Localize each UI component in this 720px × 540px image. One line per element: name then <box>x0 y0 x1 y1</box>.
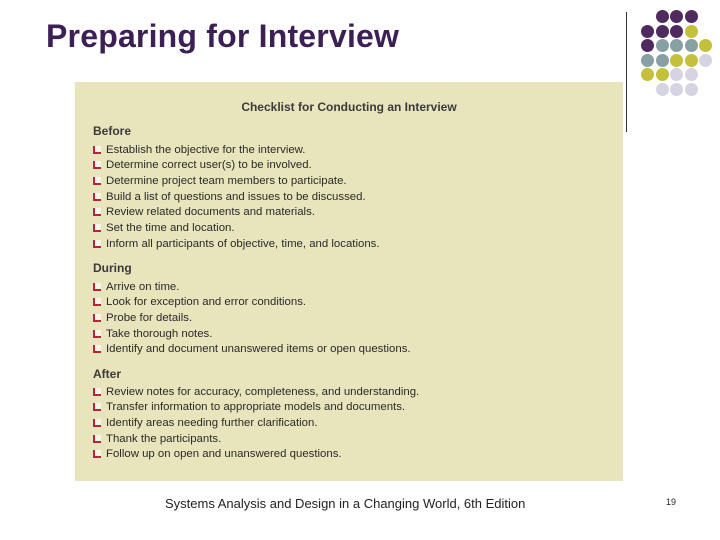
decorative-dot <box>656 54 669 67</box>
checkbox-icon <box>93 240 101 248</box>
checklist-item: Transfer information to appropriate models and documents. <box>93 400 405 415</box>
decorative-dot <box>656 39 669 52</box>
checkbox-icon <box>93 208 101 216</box>
decorative-dot <box>670 10 683 23</box>
vertical-divider <box>626 12 627 132</box>
decorative-dot <box>685 39 698 52</box>
checklist-item: Thank the participants. <box>93 431 221 446</box>
checkbox-icon <box>93 298 101 306</box>
checkbox-icon <box>93 388 101 396</box>
decorative-dot <box>641 54 654 67</box>
decorative-dot <box>656 25 669 38</box>
checkbox-icon <box>93 345 101 353</box>
checklist-item: Establish the objective for the interview. <box>93 142 305 157</box>
checklist-item: Review notes for accuracy, completeness, and understanding. <box>93 384 419 399</box>
decorative-dot <box>699 39 712 52</box>
decorative-dot <box>670 25 683 38</box>
section-heading-during: During <box>93 261 132 275</box>
decorative-dot <box>685 68 698 81</box>
section-heading-after: After <box>93 367 122 381</box>
checklist-item: Arrive on time. <box>93 279 179 294</box>
checklist-item: Look for exception and error conditions. <box>93 295 306 310</box>
checklist-item: Probe for details. <box>93 310 192 325</box>
footer-text: Systems Analysis and Design in a Changing World, 6th Edition <box>165 496 526 511</box>
decorative-dot <box>670 54 683 67</box>
decorative-dot <box>641 68 654 81</box>
checkbox-icon <box>93 403 101 411</box>
checklist-item: Set the time and location. <box>93 221 235 236</box>
checkbox-icon <box>93 161 101 169</box>
decorative-dot <box>670 39 683 52</box>
decorative-dot <box>656 83 669 96</box>
checkbox-icon <box>93 330 101 338</box>
checkbox-icon <box>93 224 101 232</box>
checklist-title: Checklist for Conducting an Interview <box>241 100 457 114</box>
interview-checklist <box>75 82 623 481</box>
checklist-item: Determine correct user(s) to be involved. <box>93 158 312 173</box>
section-heading-before: Before <box>93 124 132 138</box>
checklist-item: Review related documents and materials. <box>93 205 315 220</box>
checklist-item: Take thorough notes. <box>93 326 212 341</box>
decorative-dot <box>656 68 669 81</box>
checklist-item: Identify and document unanswered items or open questions. <box>93 342 411 357</box>
checkbox-icon <box>93 283 101 291</box>
checkbox-icon <box>93 314 101 322</box>
decorative-dot <box>685 25 698 38</box>
checklist-item: Inform all participants of objective, time, and locations. <box>93 236 380 251</box>
checkbox-icon <box>93 146 101 154</box>
slide-title: Preparing for Interview <box>46 18 400 54</box>
decorative-dot <box>670 83 683 96</box>
checkbox-icon <box>93 419 101 427</box>
decorative-dot <box>641 39 654 52</box>
decorative-dot <box>670 68 683 81</box>
decorative-dot <box>685 83 698 96</box>
checkbox-icon <box>93 435 101 443</box>
checklist-item: Determine project team members to participate. <box>93 173 347 188</box>
checkbox-icon <box>93 193 101 201</box>
checklist-item: Follow up on open and unanswered questions. <box>93 447 342 462</box>
checkbox-icon <box>93 177 101 185</box>
decorative-dot <box>699 54 712 67</box>
decorative-dot <box>685 54 698 67</box>
decorative-dot <box>656 10 669 23</box>
decorative-dot <box>641 25 654 38</box>
page-number: 19 <box>666 497 677 507</box>
checklist-item: Identify areas needing further clarification. <box>93 415 317 430</box>
decorative-dot <box>685 10 698 23</box>
checkbox-icon <box>93 450 101 458</box>
checklist-item: Build a list of questions and issues to be discussed. <box>93 189 366 204</box>
